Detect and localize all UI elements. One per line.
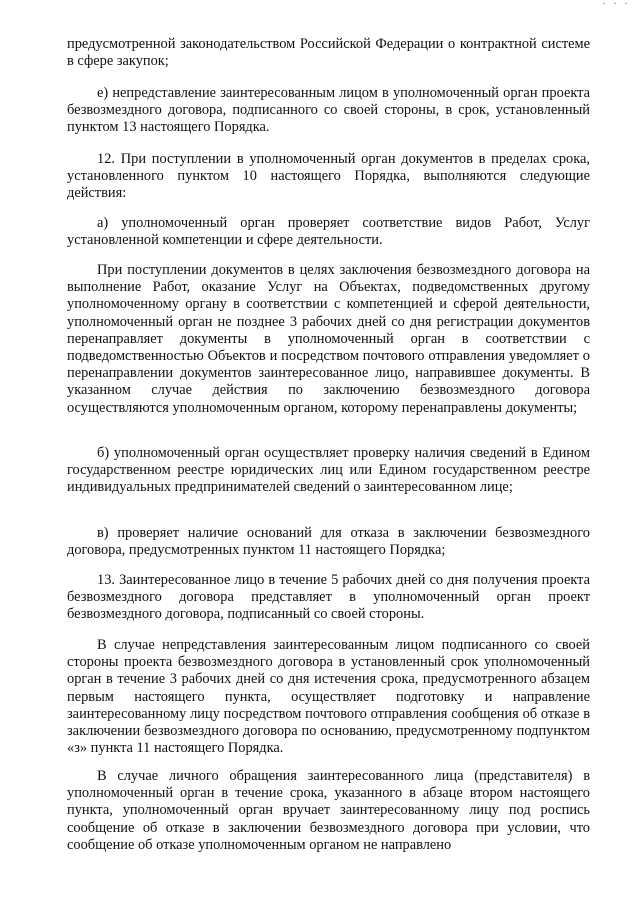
paragraph-personal-appeal: В случае личного обращения заинтересованного лица (представителя) в уполномоченный орган в течение срока, указанного в абзаце втором настоящего пункта, уполномоченный орган вручает заинтересованному лицу под роспись сообщение об отказе в заключении безвозмездного договора при условии, что сообщение об отказе уполномоченным органом не направлено (67, 768, 590, 853)
paragraph-item-v: в) проверяет наличие оснований для отказа в заключении безвозмездного договора, предусмотренных пунктом 11 настоящего Порядка; (67, 525, 590, 559)
paragraph-non-submission: В случае непредставления заинтересованным лицом подписанного со своей стороны проекта безвозмездного договора в установленный срок уполномоченный орган в течение 3 рабочих дней со дня истечения срока, предусмотренного абзацем первым настоящего пункта, осуществляет подготовку и направление заинтересованному лицу посредством почтового отправления сообщения об отказе в заключении безвозмездного договора по основанию, предусмотренному подпунктом «з» пункта 11 настоящего Порядка. (67, 637, 590, 757)
paragraph-item-b: б) уполномоченный орган осуществляет проверку наличия сведений в Едином государственном реестре юридических лиц или Едином государственном реестре индивидуальных предпринимателей сведений о заинтересованном лице; (67, 445, 590, 496)
paragraph-redirect-documents: При поступлении документов в целях заключения безвозмездного договора на выполнение Работ, оказание Услуг на Объектах, подведомственных другому уполномоченному органу в соответствии с компетенцией и сферой деятельности, уполномоченный орган не позднее 3 рабочих дней со дня регистрации документов перенаправляет документы в уполномоченный орган в соответствии с подведомственностью Объектов и посредством почтового отправления уведомляет о перенаправлении документов заинтересованное лицо, направившее документы. В указанном случае действия по заключению безвозмездного договора осуществляются уполномоченным органом, которому перенаправлены документы; (67, 262, 590, 416)
corner-mark: · · · (602, 0, 630, 10)
paragraph-item-e: е) непредставление заинтересованным лицом в уполномоченный орган проекта безвозмездного договора, подписанного со своей стороны, в срок, установленный пунктом 13 настоящего Порядка. (67, 85, 590, 136)
paragraph-continuation-procurement: предусмотренной законодательством Российской Федерации о контрактной системе в сфере закупок; (67, 36, 590, 70)
paragraph-clause-12: 12. При поступлении в уполномоченный орган документов в пределах срока, установленного пунктом 10 настоящего Порядка, выполняются следующие действия: (67, 151, 590, 202)
paragraph-item-a: а) уполномоченный орган проверяет соответствие видов Работ, Услуг установленной компетенции и сфере деятельности. (67, 215, 590, 249)
paragraph-clause-13: 13. Заинтересованное лицо в течение 5 рабочих дней со дня получения проекта безвозмездного договора представляет в уполномоченный орган проект безвозмездного договора, подписанный со своей стороны. (67, 572, 590, 623)
